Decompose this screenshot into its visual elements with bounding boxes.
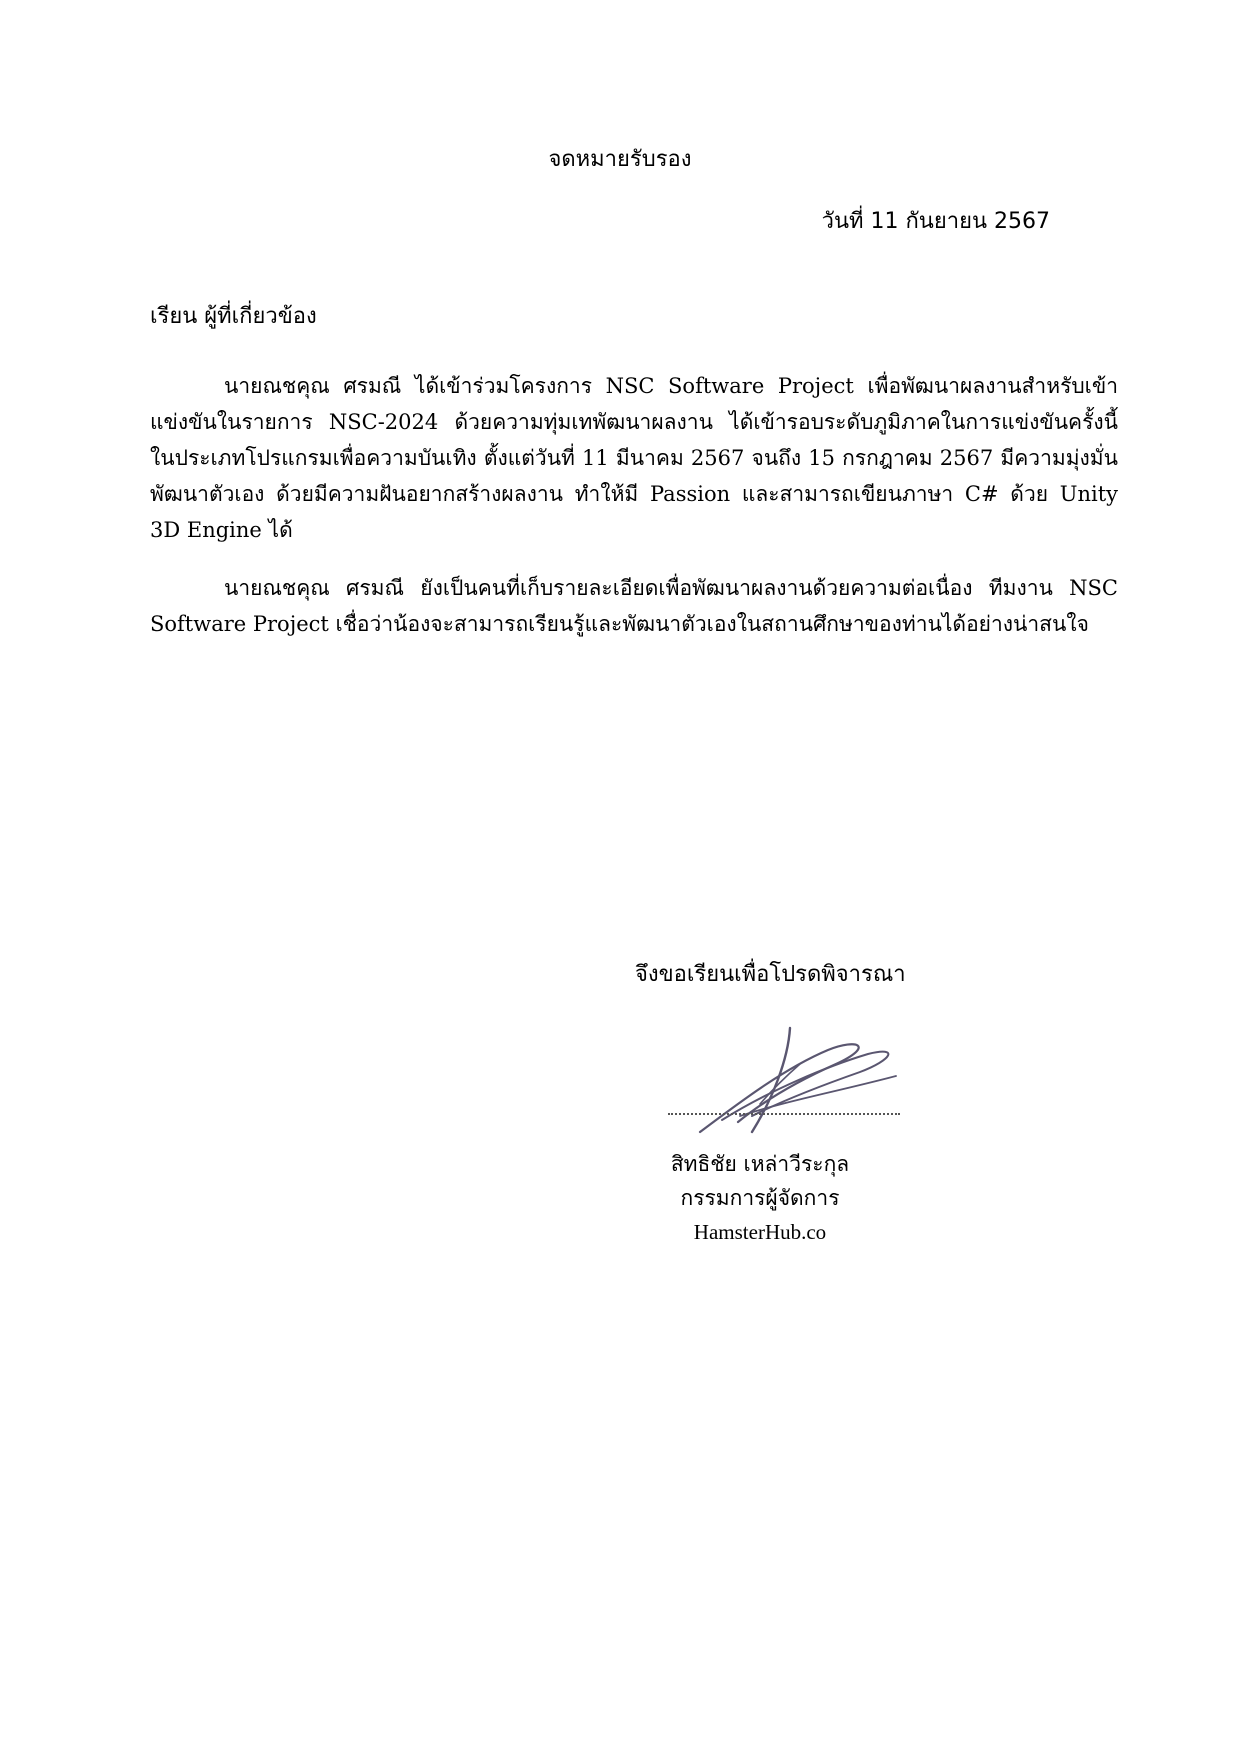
body-paragraph-2: นายณชคุณ ศรมณี ยังเป็นคนที่เก็บรายละเอียดเพื่อพัฒนาผลงานด้วยความต่อเนื่อง ทีมงาน NSC Software Project เชื่อว่าน้องจะสามารถเรียนรู้และพัฒนาตัวเองในสถานศึกษาของท่านได้อย่างน่าสนใจ bbox=[150, 576, 1118, 636]
signer-title: กรรมการผู้จัดการ bbox=[680, 1186, 840, 1210]
closing-line: จึงขอเรียนเพื่อโปรดพิจารณา bbox=[635, 962, 906, 987]
letter-title: จดหมายรับรอง bbox=[548, 147, 692, 172]
signer-organization: HamsterHub.co bbox=[693, 1220, 827, 1244]
salutation: เรียน ผู้ที่เกี่ยวข้อง bbox=[150, 304, 317, 329]
letter-date: วันที่ 11 กันยายน 2567 bbox=[821, 209, 1050, 234]
handwritten-signature bbox=[660, 1020, 920, 1145]
body-paragraph-1: นายณชคุณ ศรมณี ได้เข้าร่วมโครงการ NSC Software Project เพื่อพัฒนาผลงานสำหรับเข้าแข่งขันในรายการ NSC-2024 ด้วยความทุ่มเทพัฒนาผลงาน ได้เข้ารอบระดับภูมิภาคในการแข่งขันครั้งนี้ ในประเภทโปรแกรมเพื่อความบันเทิง ตั้งแต่วันที่ 11 มีนาคม 2567 จนถึง 15 กรกฎาคม 2567 มีความมุ่งมั่นพัฒนาตัวเอง ด้วยมีความฝันอยากสร้างผลงาน ทำให้มี Passion และสามารถเขียนภาษา C# ด้วย Unity 3D Engine ได้ bbox=[150, 374, 1118, 542]
signature-dotted-line bbox=[668, 1113, 900, 1115]
signer-name: สิทธิชัย เหล่าวีระกุล bbox=[670, 1152, 850, 1176]
